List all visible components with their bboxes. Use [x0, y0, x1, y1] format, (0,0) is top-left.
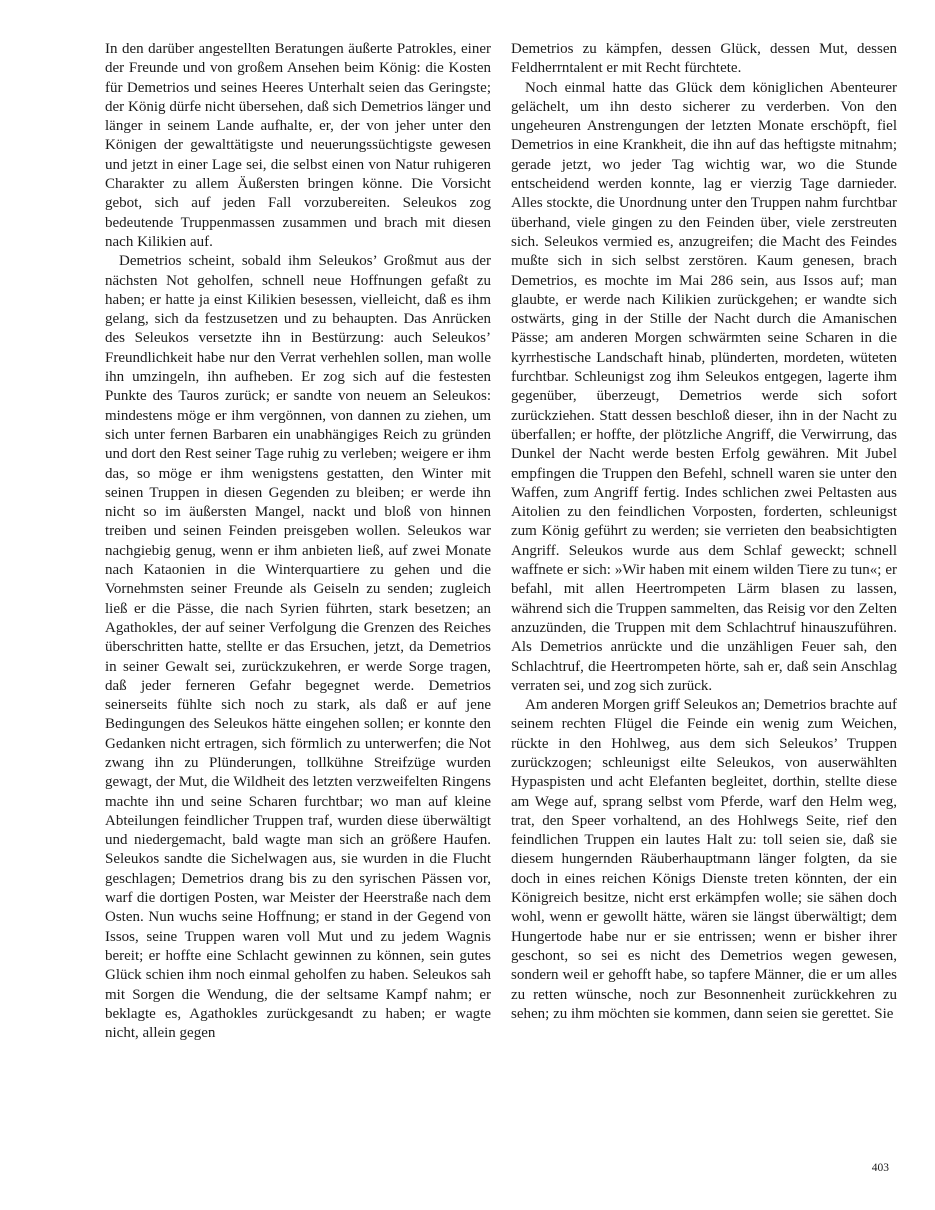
- paragraph: Demetrios scheint, sobald ihm Seleukos’ Großmut aus der nächsten Not geholfen, schnell neue Hoffnungen gefaßt zu haben; er hatte ja einst Kilikien besessen, vielleicht, daß es ihm gelang, sich da festzusetzen und zu behaupten. Das Anrücken des Seleukos versetzte ihn in Bestürzung: auch Seleukos’ Freundlichkeit habe nur den Verrat verhehlen sollen, man wolle ihn umzingeln, ihn aufheben. Er zog sich auf die festesten Punkte des Tauros zurück; er sandte von neuem an Seleukos: mindestens möge er ihm vergönnen, von dannen zu ziehen, um sich unter fernen Barbaren ein unabhängiges Reich zu gründen und dort den Rest seiner Tage ruhig zu verleben; weigere er ihm das, so möge er ihm wenigstens gestatten, den Winter mit seinen Truppen in diesen Gegenden zu bleiben; er werde ihn nicht so im äußersten Mangel, nackt und bloß von hinnen treiben und seinen Feinden preisgeben wollen. Seleukos war nachgiebig genug, wenn er ihm anbieten ließ, auf zwei Monate nach Kataonien in die Winterquartiere zu gehen und die Vornehmsten seiner Freunde als Geiseln zu senden; zugleich ließ er die Pässe, die nach Syrien führten, stark besetzen; an Agathokles, der auf seiner Verfolgung die Grenzen des Reiches überschritten hatte, stellte er das Ersuchen, jetzt, da Demetrios in seiner Gewalt sei, zurückzukehren, er werde Sorge tragen, daß jeder ferneren Gefahr begegnet werde. Demetrios seinerseits fühlte sich noch zu stark, als daß er auf jene Bedingungen des Seleukos hätte eingehen sollen; er konnte den Gedanken nicht ertragen, sich förmlich zu unterwerfen; die Not zwang ihn zu Plünderungen, tollkühne Streifzüge wurden gewagt, der Mut, die Wildheit des letzten verzweifelten Ringens machte ihn und seine Scharen furchtbar; wo man auf kleine Abteilungen feindlicher Truppen traf, wurden diese überwältigt und niedergemacht, bald wagte man sich an größere Haufen. Seleukos sandte die Sichelwagen aus, sie wurden in die Flucht geschlagen; Demetrios drang bis zu den syrischen Pässen vor, warf die dortigen Posten, war Meister der Heerstraße nach dem Osten. Nun wuchs seine Hoffnung; er stand in der Gegend von Issos, seine Truppen waren voll Mut und zu jedem Wagnis bereit; er hoffte eine Schlacht gewinnen zu können, sein gutes Glück schien ihm noch einmal geholfen zu haben. Seleukos sah mit Sorgen die Wendung, die der seltsame Kampf nahm; er beklagte es, Agathokles zurückgesandt zu haben; er wagte nicht, allein gegen: [105, 253, 491, 1042]
- paragraph: In den darüber angestellten Beratungen äußerte Patrokles, einer der Freunde und von großem Ansehen beim König: die Kosten für Demetrios und seines Heeres Unterhalt seien das Geringste; der König dürfe nicht übersehen, daß sich Demetrios länger und länger in seinem Lande aufhalte, er, der von jeher unter den Königen der gewalttätigste und neuerungssüchtigste gewesen und jetzt in einer Lage sei, die selbst einen von Natur ruhigeren Charakter zu allem Äußersten bringen könne. Die Vorsicht gebot, sich auf jeden Fall vorzubereiten. Seleukos zog bedeutende Truppenmassen zusammen und brach mit diesen nach Kilikien auf.: [105, 41, 491, 250]
- text-column-left: [105, 40, 491, 1164]
- text-block: [105, 40, 897, 1164]
- paragraph: Demetrios zu kämpfen, dessen Glück, dessen Mut, dessen Feldherrntalent er mit Recht fürchtete.: [511, 41, 897, 77]
- paragraph: Am anderen Morgen griff Seleukos an; Demetrios brachte auf seinem rechten Flügel die Feinde ein wenig zum Weichen, rückte in den Hohlweg, aus dem sich Seleukos’ Truppen zurückzogen; schleunigst eilte Seleukos, von auserwählten Hypaspisten und acht Elefanten begleitet, dorthin, stellte diese am Wege auf, sprang selbst vom Pferde, warf den Helm weg, trat, den Speer vorhaltend, an des Hohlwegs Seite, rief den feindlichen Truppen ein lautes Halt zu: toll seien sie, daß sie diesem hungernden Räuberhauptmann länger folgten, da sie doch in eines reichen Königs Dienste treten könnten, der ein Königreich besitze, nicht erst erkämpfen wolle; sie sähen doch wohl, wenn er gewollt hätte, wären sie längst überwältigt; dem Hungertode habe nur er sie entrissen; wenn er bisher ihrer geschont, so sei es nicht des Demetrios wegen gewesen, sondern weil er gehofft habe, so tapfere Männer, die er um alles zu retten wünsche, noch zur Besonnenheit zurückkehren zu sehen; zu ihm möchten sie kommen, dann seien sie gerettet. Sie: [511, 697, 897, 1022]
- page-number: 403: [871, 1162, 889, 1174]
- paragraph: Noch einmal hatte das Glück dem königlichen Abenteurer gelächelt, um ihn desto sicherer zu verderben. Von den ungeheuren Anstrengungen der letzten Monate erschöpft, fiel Demetrios in eine Krankheit, die ihn auf das heftigste mitnahm; gerade jetzt, wo jeder Tag wichtig war, wo die Stunde entscheidend werden konnte, lag er vierzig Tage darnieder. Alles stockte, die Unordnung unter den Truppen nahm furchtbar überhand, viele gingen zu den Feinden über, viele zerstreuten sich. Seleukos vermied es, anzugreifen; die Macht des Feindes mußte sich in sich selbst zerstören. Kaum genesen, brach Demetrios, es mochte im Mai 286 sein, aus Issos auf; man glaubte, er werde nach Kilikien zurückgehen; er wandte sich ostwärts, ging in der Stille der Nacht durch die Amanischen Pässe; am anderen Morgen schwärmten seine Scharen in die kyrrhestische Landschaft hinab, plünderten, mordeten, wüteten furchtbar. Schleunigst zog ihm Seleukos entgegen, lagerte ihm gegenüber, überzeugt, Demetrios werde sich sofort zurückziehen. Statt dessen beschloß dieser, ihn in der Nacht zu überfallen; er hoffte, der plötzliche Angriff, die Verwirrung, das Dunkel der Nacht werde besten Erfolg gewähren. Mit Jubel empfingen die Truppen den Befehl, schnell waren sie unter den Waffen, zum Angriff fertig. Indes schlichen zwei Peltasten aus Aitolien zu den feindlichen Vorposten, forderten, schleunigst zum König geführt zu werden; sie verrieten den beabsichtigten Angriff. Seleukos wurde aus dem Schlaf geweckt; schnell waffnete er sich: »Wir haben mit einem wilden Tiere zu tun«; er befahl, mit allen Heertrompeten Lärm blasen zu lassen, während sich die Truppen sammelten, das Reisig vor den Zelten anzuzünden, die Truppen mit dem Schlachtruf hinauszuführen. Als Demetrios anrückte und die unzähligen Feuer sah, den Schlachtruf, die Heertrompeten hörte, sah er, daß sein Anschlag verraten sei, und zog sich zurück.: [511, 79, 897, 694]
- text-column-right: [511, 40, 897, 1164]
